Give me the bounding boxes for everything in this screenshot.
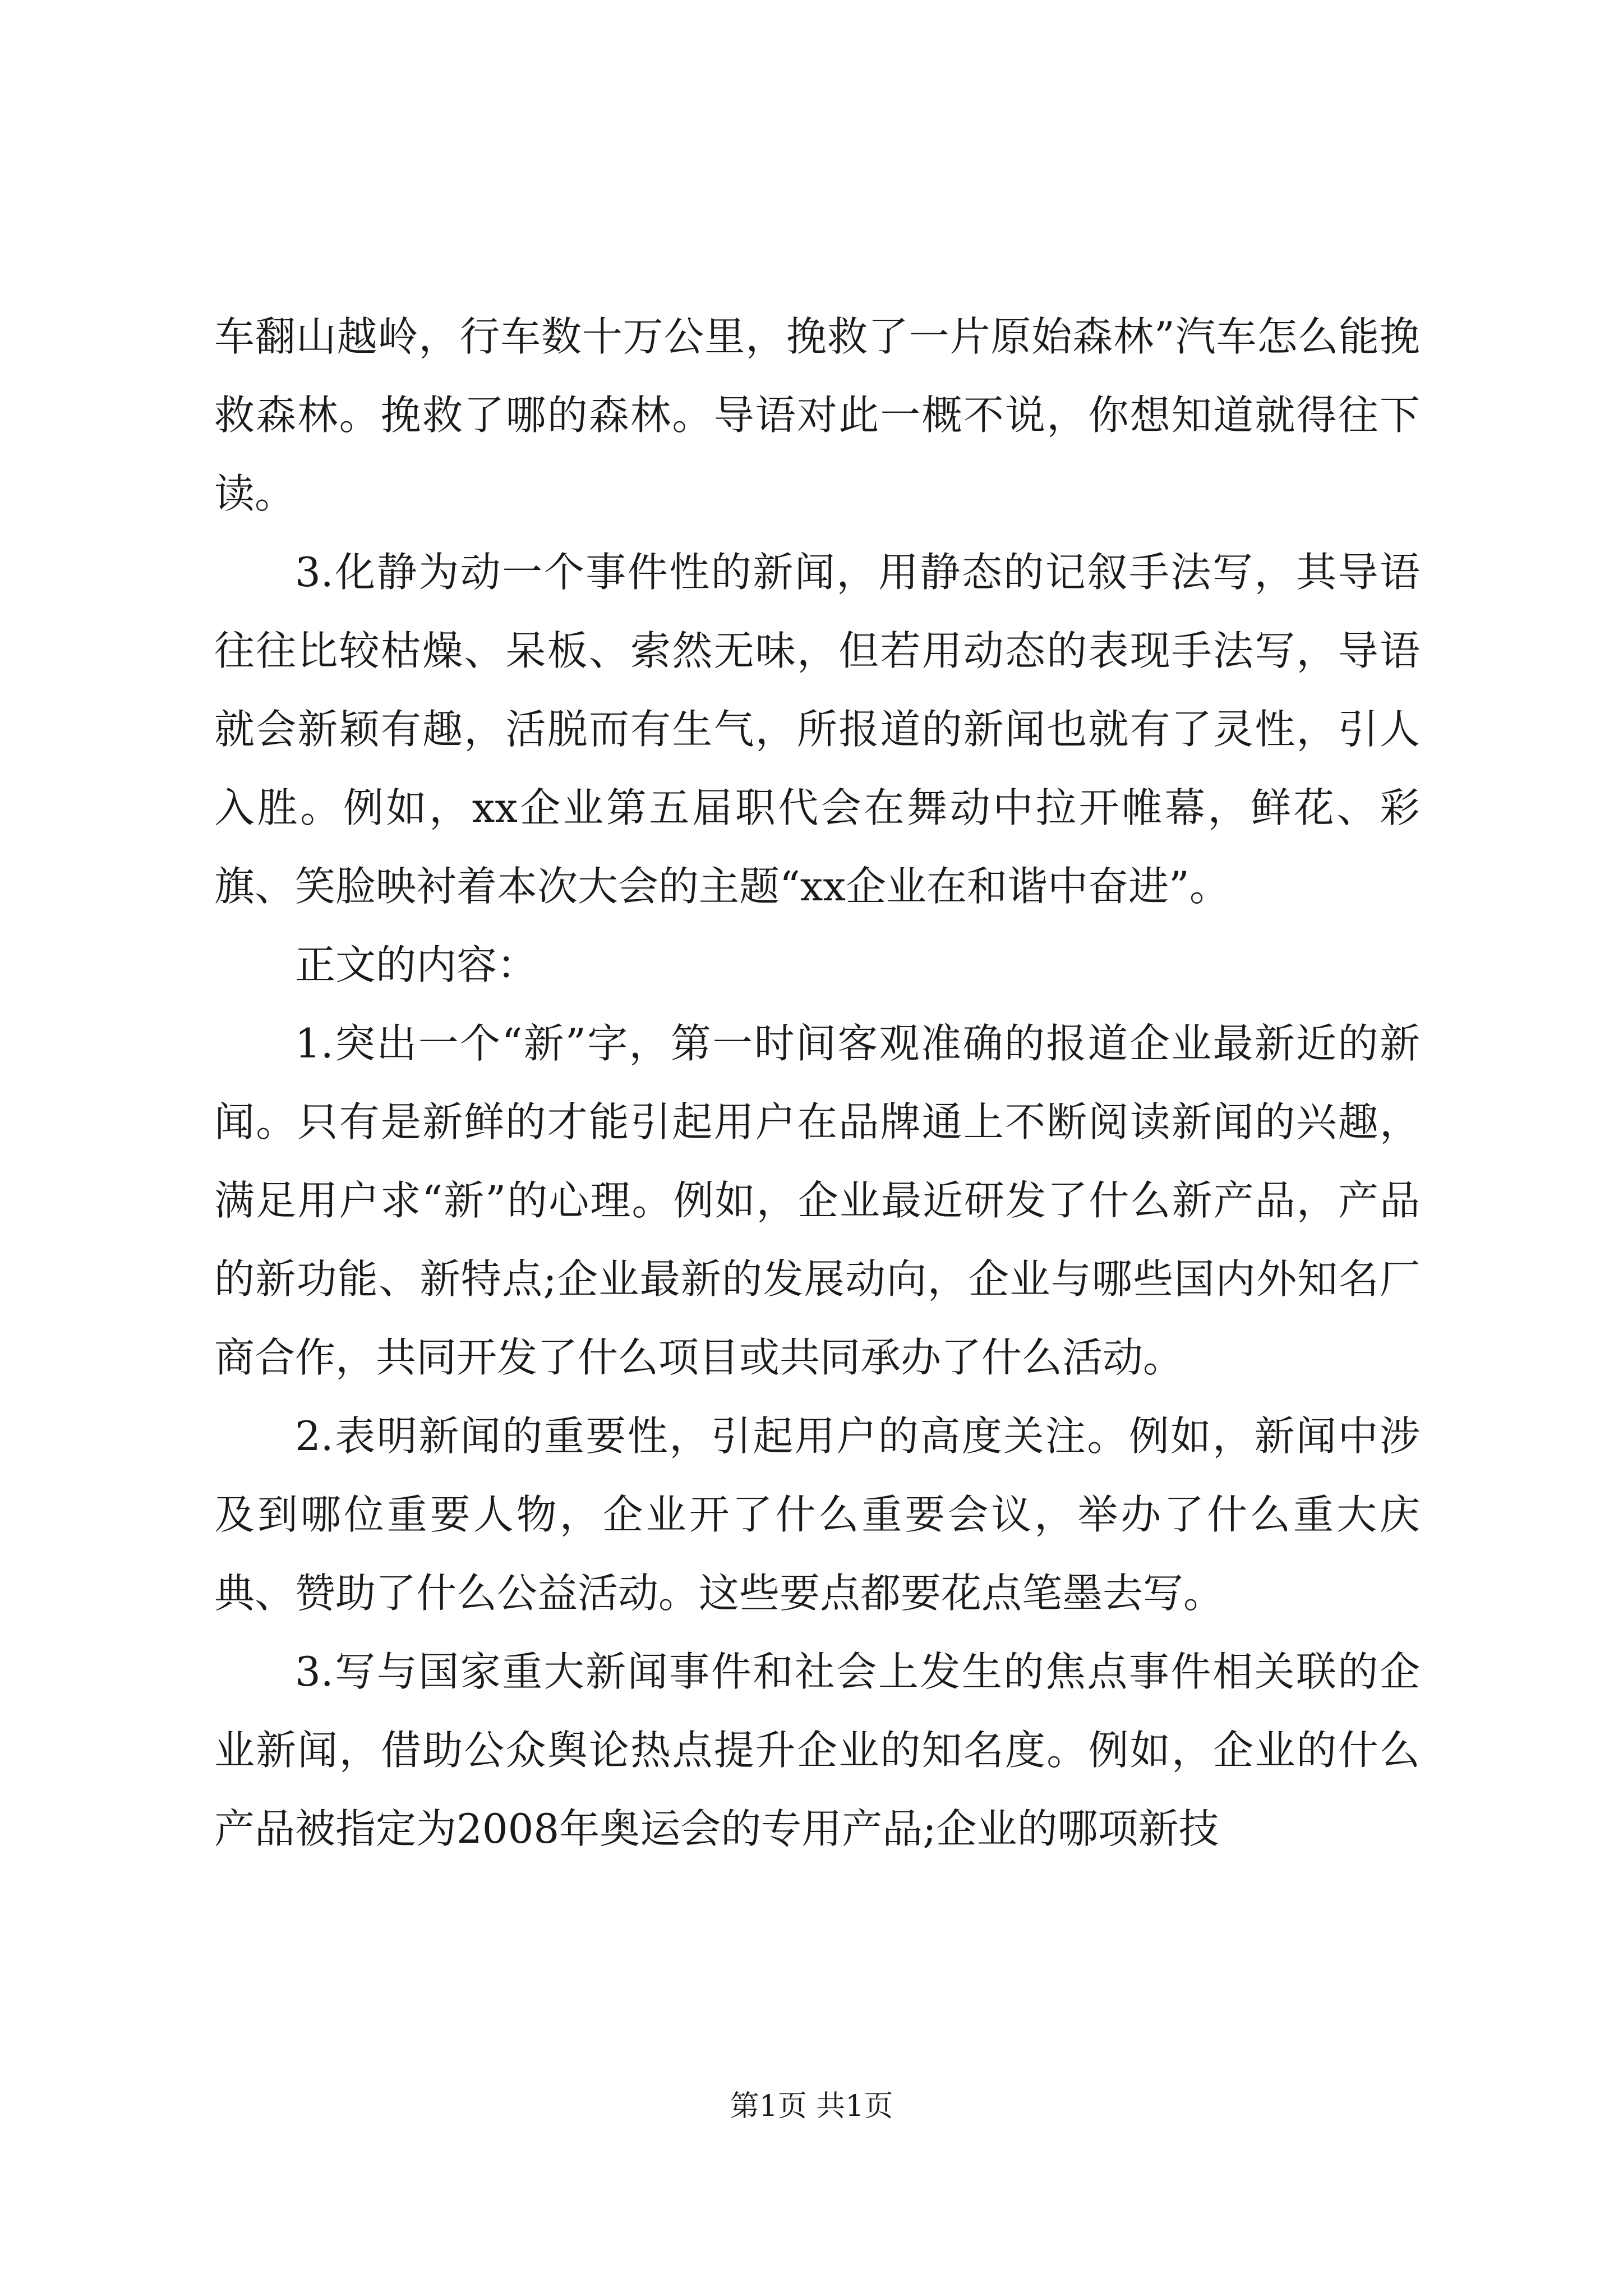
paragraph-body-heading: 正文的内容： <box>295 941 538 988</box>
paragraph-point-new: 1.突出一个“新”字，第一时间客观准确的报道企业最新近的新闻。只有是新鲜的才能引起用户在品牌通上不断阅读新闻的兴趣，满足用户求“新”的心理。例如，企业最近研发了什么新产品，产品的新功能、新特点;企业最新的发展动向，企业与哪些国内外知名厂商合作，共同开发了什么项目或共同承办了什么活动。 <box>214 1020 1420 1381</box>
page-footer <box>0 2087 1623 2126</box>
document-body <box>214 297 1420 1868</box>
paragraph-lead-dynamic: 3.化静为动一个事件性的新闻，用静态的记叙手法写，其导语往往比较枯燥、呆板、索然无味，但若用动态的表现手法写，导语就会新颖有趣，活脱而有生气，所报道的新闻也就有了灵性，引人入胜。例如，xx企业第五届职代会在舞动中拉开帷幕，鲜花、彩旗、笑脸映衬着本次大会的主题“xx企业在和谐中奋进”。 <box>214 549 1420 910</box>
paragraph-point-importance: 2.表明新闻的重要性，引起用户的高度关注。例如，新闻中涉及到哪位重要人物，企业开了什么重要会议，举办了什么重大庆典、赞助了什么公益活动。这些要点都要花点笔墨去写。 <box>214 1412 1420 1617</box>
paragraph-point-hotspot: 3.写与国家重大新闻事件和社会上发生的焦点事件相关联的企业新闻，借助公众舆论热点提升企业的知名度。例如，企业的什么产品被指定为2008年奥运会的专用产品;企业的哪项新技 <box>214 1648 1420 1852</box>
page-number-label: 第1页 共1页 <box>730 2090 893 2123</box>
paragraph-continuation: 车翻山越岭，行车数十万公里，挽救了一片原始森林”汽车怎么能挽救森林。挽救了哪的森林。导语对此一概不说，你想知道就得往下读。 <box>214 313 1420 517</box>
